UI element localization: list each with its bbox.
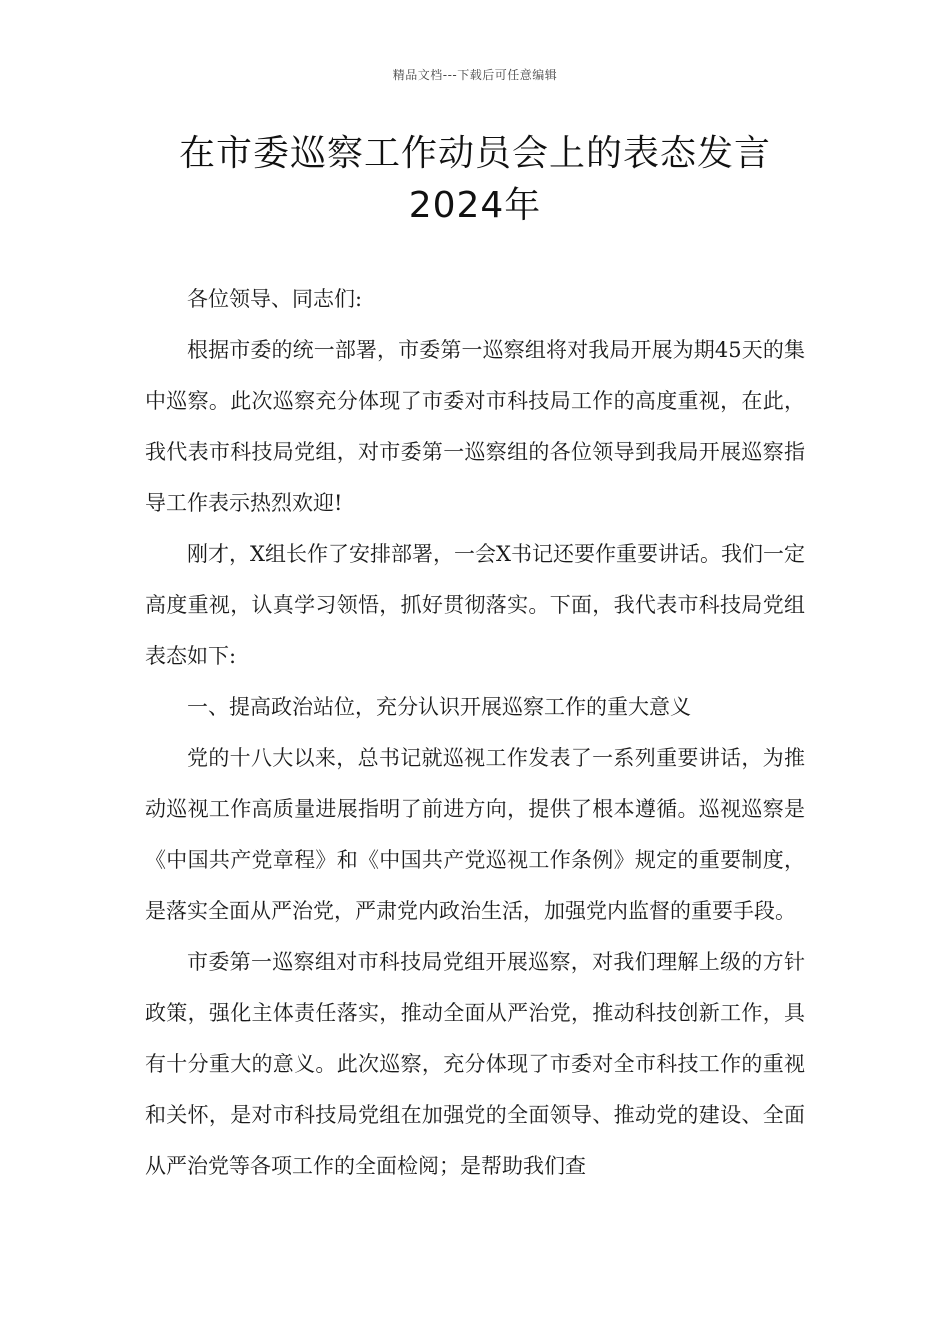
header-note: 精品文档---下载后可任意编辑 [392, 68, 558, 82]
paragraph-section-1a: 党的十八大以来，总书记就巡视工作发表了一系列重要讲话，为推动巡视工作高质量进展指明了前进方向，提供了根本遵循。巡视巡察是《中国共产党章程》和《中国共产党巡视工作条例》规定的重要制度，是落实全面从严治党，严肃党内政治生活，加强党内监督的重要手段。 [145, 746, 805, 923]
paragraph-statement: 刚才，X组长作了安排部署，一会X书记还要作重要讲话。我们一定高度重视，认真学习领悟，抓好贯彻落实。下面，我代表市科技局党组表态如下: [145, 542, 805, 668]
document-title [0, 128, 950, 232]
title-line-1: 在市委巡察工作动员会上的表态发言 [178, 133, 771, 174]
document-body [145, 274, 805, 1192]
paragraph-intro: 根据市委的统一部署，市委第一巡察组将对我局开展为期45天的集中巡察。此次巡察充分体现了市委对市科技局工作的高度重视，在此，我代表市科技局党组，对市委第一巡察组的各位领导到我局开展巡察指导工作表示热烈欢迎! [145, 338, 805, 515]
salutation: 各位领导、同志们: [187, 287, 363, 311]
title-line-2: 2024年 [408, 185, 542, 226]
section-heading-1: 一、提高政治站位，充分认识开展巡察工作的重大意义 [187, 695, 691, 719]
paragraph-section-1b: 市委第一巡察组对市科技局党组开展巡察，对我们理解上级的方针政策，强化主体责任落实，推动全面从严治党，推动科技创新工作，具有十分重大的意义。此次巡察，充分体现了市委对全市科技工作的重视和关怀，是对市科技局党组在加强党的全面领导、推动党的建设、全面从严治党等各项工作的全面检阅；是帮助我们查 [145, 950, 805, 1178]
